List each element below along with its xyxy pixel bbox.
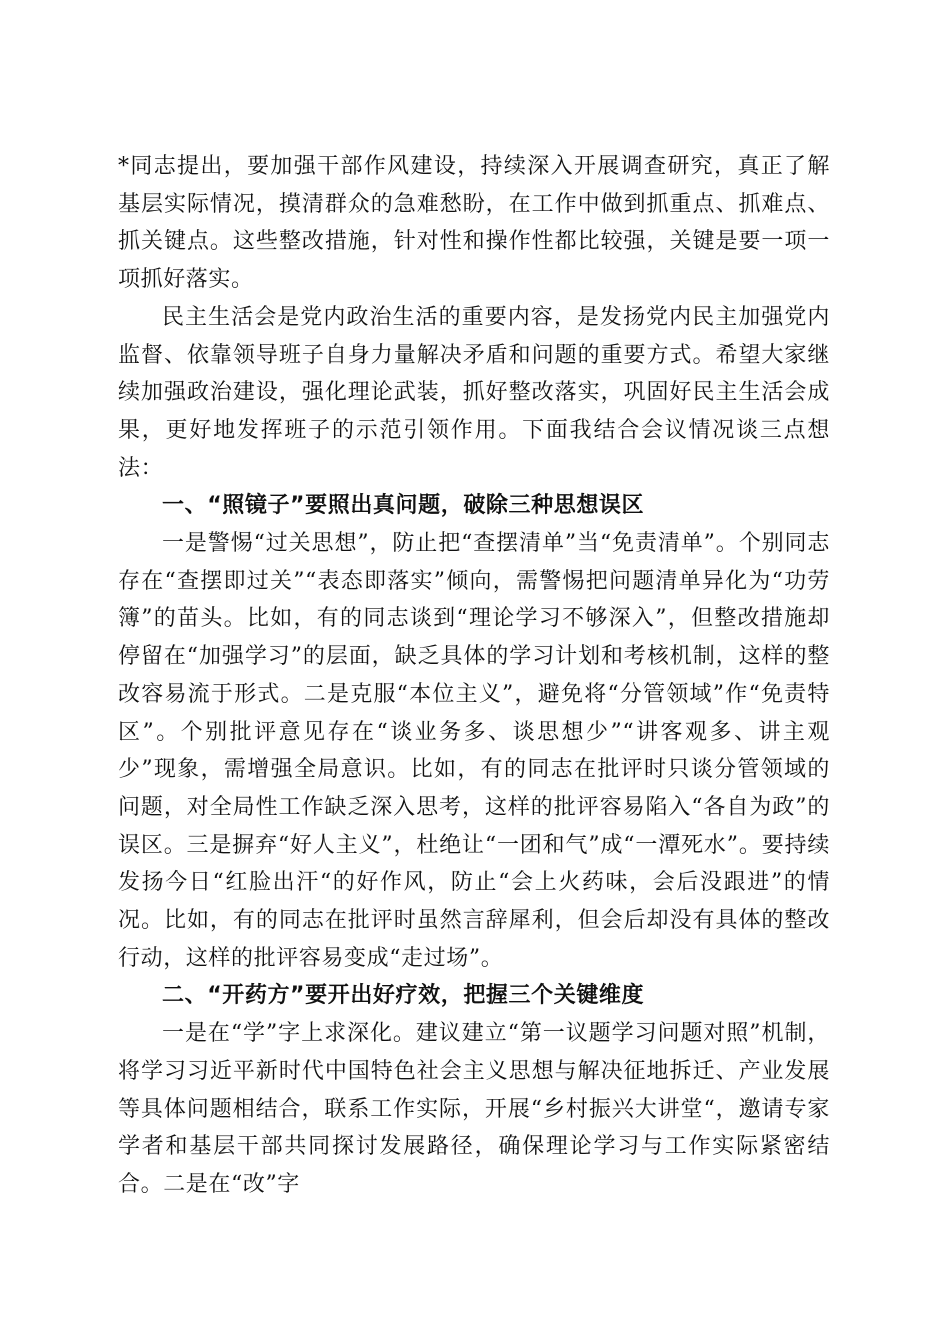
paragraph-continuation: *同志提出，要加强干部作风建设，持续深入开展调查研究，真正了解基层实际情况，摸清群众的急难愁盼，在工作中做到抓重点、抓难点、抓关键点。这些整改措施，针对性和操作性都比较强，关键是要一项一项抓好落实。	[118, 154, 830, 293]
paragraph-democratic-life-meeting: 民主生活会是党内政治生活的重要内容，是发扬党内民主加强党内监督、依靠领导班子自身力量解决矛盾和问题的重要方式。希望大家继续加强政治建设，强化理论武装，抓好整改落实，巩固好民主生活会成果，更好地发挥班子的示范引领作用。下面我结合会议情况谈三点想法：	[118, 304, 830, 481]
section-heading-one: 一、“照镜子”要照出真问题，破除三种思想误区	[162, 493, 645, 519]
document-body	[118, 148, 830, 1204]
section-heading-two: 二、“开药方”要开出好疗效，把握三个关键维度	[162, 983, 645, 1009]
paragraph-three-dimensions: 一是在“学”字上求深化。建议建立“第一议题学习问题对照”机制，将学习习近平新时代中国特色社会主义思想与解决征地拆迁、产业发展等具体问题相结合，联系工作实际，开展“乡村振兴大讲堂“，邀请专家学者和基层干部共同探讨发展路径，确保理论学习与工作实际紧密结合。二是在“改”字	[118, 1021, 830, 1197]
paragraph-three-misconceptions: 一是警惕“过关思想”，防止把“查摆清单”当“免责清单”。个别同志存在“查摆即过关”“表态即落实”倾向，需警惕把问题清单异化为“功劳簿”的苗头。比如，有的同志谈到“理论学习不够深入”，但整改措施却停留在“加强学习”的层面，缺乏具体的学习计划和考核机制，这样的整改容易流于形式。二是克服“本位主义”，避免将“分管领域”作“免责特区”。个别批评意见存在“谈业务多、谈思想少”“讲客观多、讲主观少”现象，需增强全局意识。比如，有的同志在批评时只谈分管领域的问题，对全局性工作缺乏深入思考，这样的批评容易陷入“各自为政”的误区。三是摒弃“好人主义”，杜绝让“一团和气”成“一潭死水”。要持续发扬今日“红脸出汗“的好作风，防止“会上火药味，会后没跟进”的情况。比如，有的同志在批评时虽然言辞犀利，但会后却没有具体的整改行动，这样的批评容易变成“走过场”。	[118, 531, 830, 971]
